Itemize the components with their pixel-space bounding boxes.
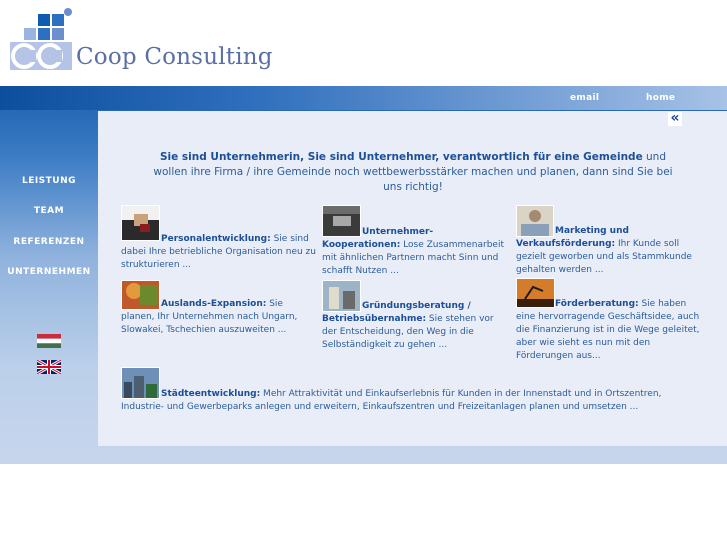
brand-name[interactable]: Coop Consulting [76,44,273,70]
service-text: Sie haben eine hervorragende Geschäftsidee, auch die Finanzierung ist in die Wege geleitet, aber wie sieht es nun mit den Förderungen aus... [516,299,700,361]
service-text: Sie stehen vor der Entscheidung, den Weg in die Selbständigkeit zu gehen ... [322,314,494,350]
intro-bold: Sie sind Unternehmerin, Sie sind Unternehmer, verantwortlich für eine Gemeinde [159,151,643,163]
service-title[interactable]: Personalentwicklung: [161,234,271,244]
service-text: Ihr Kunde soll gezielt geworben und als Stammkunde gehalten werden ... [516,239,692,275]
intro-text [148,150,678,195]
service-text: Lose Zusammenarbeit mit ähnlichen Partnern macht Sinn und schafft Nutzen ... [322,240,504,276]
sidebar-item-referenzen[interactable]: REFERENZEN [13,237,85,247]
top-nav-bar [0,86,727,110]
intro-rest: und wollen ihre Firma / ihre Gemeinde noch wettbewerbsstärker machen und planen, dann sind Sie bei uns richtig! [153,151,673,193]
service-text: Sie planen, Ihr Unternehmen nach Ungarn, Slowakei, Tschechien auszuweiten ... [121,299,298,335]
service-title[interactable]: Gründungsberatung / Betriebsübernahme: [322,301,471,324]
service-title[interactable]: Auslands-Expansion: [161,299,267,309]
back-arrow-icon[interactable]: « [668,112,682,126]
header [0,0,727,86]
service-title[interactable]: Marketing und Verkaufsförderung: [516,226,629,249]
service-title[interactable]: Förderberatung: [555,299,639,309]
sidebar-item-unternehmen[interactable]: UNTERNEHMEN [7,267,91,277]
service-auslands-expansion[interactable] [121,298,319,337]
uk-flag-icon[interactable] [37,360,61,374]
service-kooperationen[interactable] [322,226,510,278]
email-link[interactable]: email [570,93,600,103]
service-personalentwicklung[interactable] [121,233,317,272]
service-staedteentwicklung[interactable] [121,388,681,414]
sidebar-item-team[interactable]: TEAM [33,206,65,216]
service-text: Mehr Attraktivität und Einkaufserlebnis für Kunden in der Innenstadt und in Ortszentren, Industrie- und Gewerbeparks anlegen und erweitern, Einkaufszentren und Freizeitanlagen planen und umsetzen ... [121,389,662,412]
service-foerderberatung[interactable] [516,298,708,363]
home-link[interactable]: home [646,93,676,103]
hungarian-flag-icon[interactable] [37,334,61,348]
sidebar-item-leistung[interactable]: LEISTUNG [21,176,77,186]
service-title[interactable]: Unternehmer-Kooperationen: [322,227,434,250]
logo-icon[interactable] [8,8,74,72]
service-gruendungsberatung[interactable] [322,300,510,352]
service-marketing[interactable] [516,225,708,277]
service-text: Sie sind dabei Ihre betriebliche Organisation neu zu strukturieren ... [121,234,316,270]
service-title[interactable]: Städteentwicklung: [161,389,261,399]
